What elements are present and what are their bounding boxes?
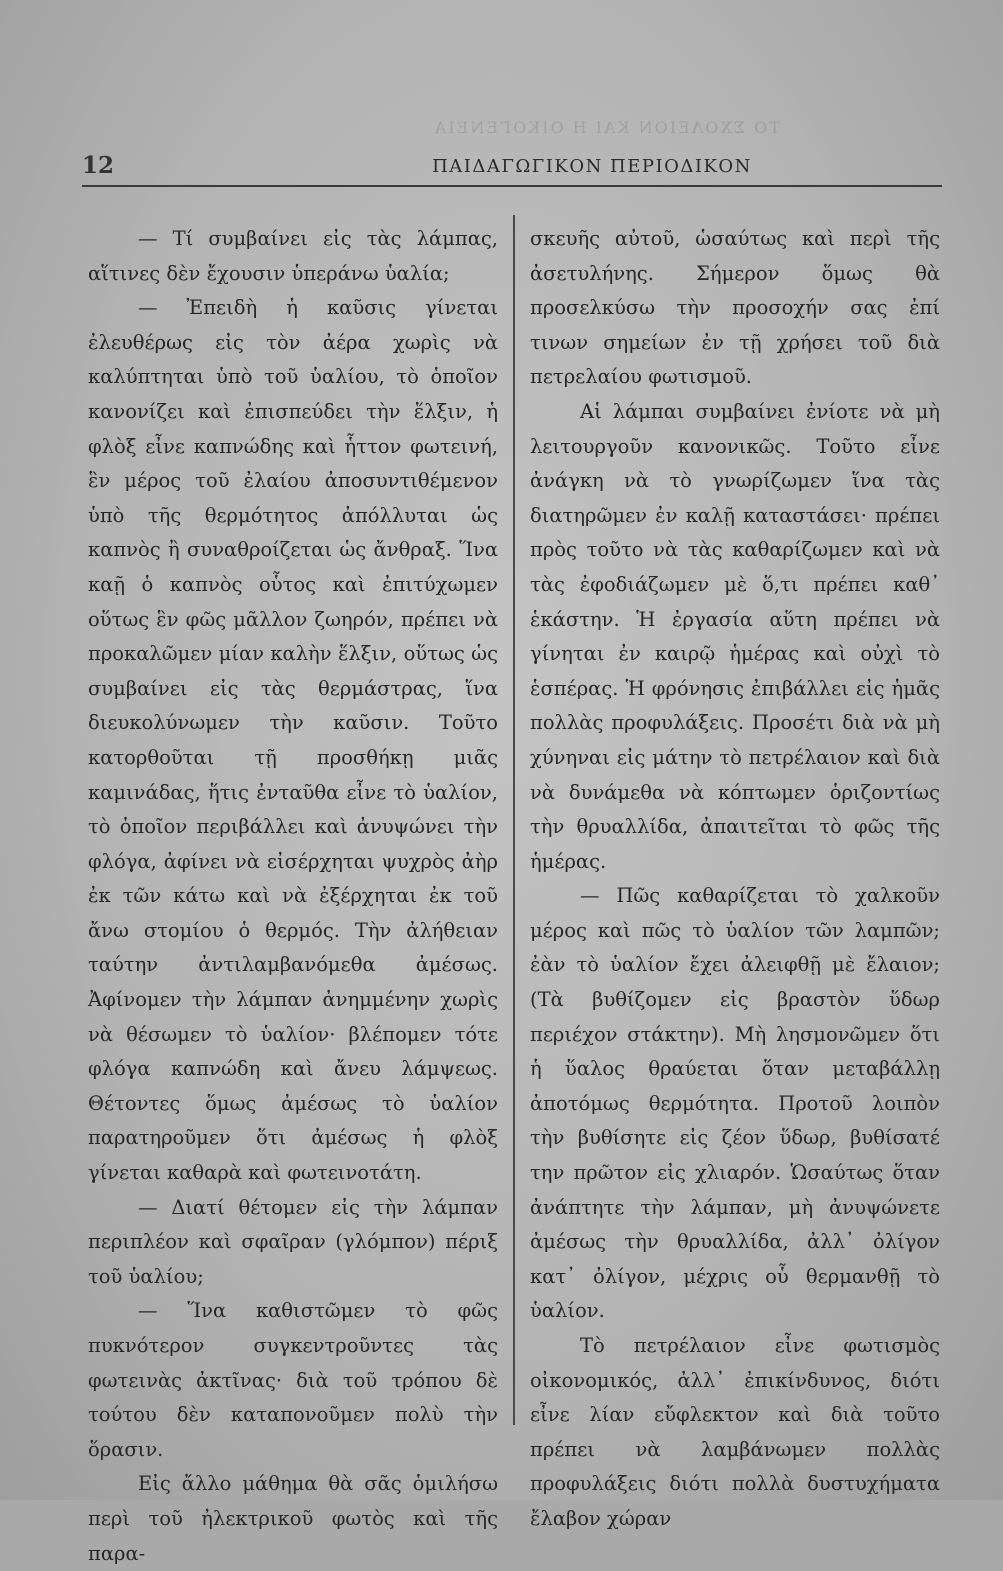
header-rule <box>82 185 942 187</box>
right-column <box>530 222 940 1537</box>
column-separator <box>513 215 515 1425</box>
paragraph: Τὸ πετρέλαιον εἶνε φωτισμὸς οἰκονομικός, ἀλλ᾽ ἐπικίνδυνος, διότι εἶνε λίαν εὔφλεκτον καὶ διὰ τοῦτο πρέπει νὰ λαμβάνωμεν πολλὰς προφυλάξεις διότι πολλὰ δυστυχήματα ἔλαβον χώραν <box>530 1334 940 1530</box>
paragraph: — Διατί θέτομεν εἰς τὴν λάμπαν περιπλέον καὶ σφαῖραν (γλόμπον) πέριξ τοῦ ὑαλίου; <box>88 1195 498 1288</box>
bleed-through-text: ΤΟ ΣΧΟΛΕΙΟΝ ΚΑΙ Η ΟΙΚΟΓΕΝΕΙΑ <box>432 118 780 137</box>
running-title: ΠΑΙΔΑΓΩΓΙΚΟΝ ΠΕΡΙΟΔΙΚΟΝ <box>432 156 752 177</box>
paragraph: σκευῆς αὐτοῦ, ὡσαύτως καὶ περὶ τῆς ἀσετυλήνης. Σήμερον ὅμως θὰ προσελκύσω τὴν προσοχήν σας ἐπί τινων σημείων ἐν τῇ χρήσει τοῦ διὰ πετρελαίου φωτισμοῦ. <box>530 227 940 389</box>
left-column <box>88 222 498 1571</box>
paragraph: Αἱ λάμπαι συμβαίνει ἐνίοτε νὰ μὴ λειτουργοῦν κανονικῶς. Τοῦτο εἶνε ἀνάγκη νὰ τὸ γνωρίζωμεν ἵνα τὰς διατηρῶμεν ἐν καλῇ καταστάσει· πρέπει πρὸς τοῦτο νὰ τὰς καθαρίζωμεν καὶ νὰ τὰς ἐφοδιάζωμεν μὲ ὅ,τι πρέπει καθ᾽ ἑκάστην. Ἡ ἐργασία αὕτη πρέπει νὰ γίνηται ἐν καιρῷ ἡμέρας καὶ οὐχὶ τὸ ἑσπέρας. Ἡ φρόνησις ἐπιβάλλει εἰς ἡμᾶς πολλὰς προφυλάξεις. Προσέτι διὰ νὰ μὴ χύνηναι εἰς μάτην τὸ πετρέλαιον καὶ διὰ νὰ δυνάμεθα νὰ κόπτωμεν ὁριζοντίως τὴν θρυαλλίδα, ἀπαιτεῖται τὸ φῶς τῆς ἡμέρας. <box>530 399 940 873</box>
paragraph: — Ἐπειδὴ ἡ καῦσις γίνεται ἐλευθέρως εἰς τὸν ἀέρα χωρὶς νὰ καλύπτηται ὑπὸ τοῦ ὑαλίου, τὸ ὁποῖον κανονίζει καὶ ἐπισπεύδει τὴν ἕλξιν, ἡ φλὸξ εἶνε καπνώδης καὶ ἧττον φωτεινή, ἓν μέρος τοῦ ἐλαίου ἀποσυντιθέμενον ὑπὸ τῆς θερμότητος ἀπόλλυται ὡς καπνὸς ἢ συναθροίζεται ὡς ἄνθραξ. Ἵνα καῇ ὁ καπνὸς οὗτος καὶ ἐπιτύχωμεν οὕτως ἓν φῶς μᾶλλον ζωηρόν, πρέπει νὰ προκαλῶμεν μίαν καλὴν ἕλξιν, οὕτως ὡς συμβαίνει εἰς τὰς θερμάστρας, ἵνα διευκολύνωμεν τὴν καῦσιν. Τοῦτο κατορθοῦται τῇ προσθήκῃ μιᾶς καμινάδας, ἥτις ἐνταῦθα εἶνε τὸ ὑαλίον, τὸ ὁποῖον περιβάλλει καὶ ἀνυψώνει τὴν φλόγα, ἀφίνει νὰ εἰσέρχηται ψυχρὸς ἀὴρ ἐκ τῶν κάτω καὶ νὰ ἐξέρχηται ἐκ τοῦ ἄνω στομίου ὁ θερμός. Τὴν ἀλήθειαν ταύτην ἀντιλαμβανόμεθα ἀμέσως. Ἀφίνομεν τὴν λάμπαν ἀνημμένην χωρὶς νὰ θέσωμεν τὸ ὑαλίον· βλέπομεν τότε φλόγα καπνώδη καὶ ἄνευ λάμψεως. Θέτοντες ὅμως ἀμέσως τὸ ὑαλίον παρατηροῦμεν ὅτι ἀμέσως ἡ φλὸξ γίνεται καθαρὰ καὶ φωτεινοτάτη. <box>88 296 498 1185</box>
page-number: 12 <box>82 152 115 179</box>
paragraph: — Ἵνα καθιστῶμεν τὸ φῶς πυκνότερον συγκεντροῦντες τὰς φωτεινὰς ἀκτῖνας· διὰ τοῦ τρόπου δὲ τούτου δὲν καταπονοῦμεν πολὺ τὴν ὅρασιν. <box>88 1299 498 1461</box>
paragraph: Εἰς ἄλλο μάθημα θὰ σᾶς ὁμιλήσω περὶ τοῦ ἠλεκτρικοῦ φωτὸς καὶ τῆς παρα- <box>88 1472 498 1565</box>
paragraph: — Τί συμβαίνει εἰς τὰς λάμπας, αἵτινες δὲν ἔχουσιν ὑπεράνω ὑαλία; <box>88 227 498 285</box>
paragraph: — Πῶς καθαρίζεται τὸ χαλκοῦν μέρος καὶ πῶς τὸ ὑαλίον τῶν λαμπῶν; ἐὰν τὸ ὑαλίον ἔχει ἀλειφθῇ μὲ ἔλαιον; (Τὰ βυθίζομεν εἰς βραστὸν ὕδωρ περιέχον στάκτην). Μὴ λησμονῶμεν ὅτι ἡ ὕαλος θραύεται ὅταν μεταβάλλῃ ἀποτόμως θερμότητα. Προτοῦ λοιπὸν τὴν βυθίσητε εἰς ζέον ὕδωρ, βυθίσατέ την πρῶτον εἰς χλιαρόν. Ὡσαύτως ὅταν ἀνάπτητε τὴν λάμπαν, μὴ ἀνυψώνετε ἀμέσως τὴν θρυαλλίδα, ἀλλ᾽ ὀλίγον κατ᾽ ὀλίγον, μέχρις οὗ θερμανθῇ τὸ ὑαλίον. <box>530 884 940 1323</box>
page-header <box>82 152 940 188</box>
